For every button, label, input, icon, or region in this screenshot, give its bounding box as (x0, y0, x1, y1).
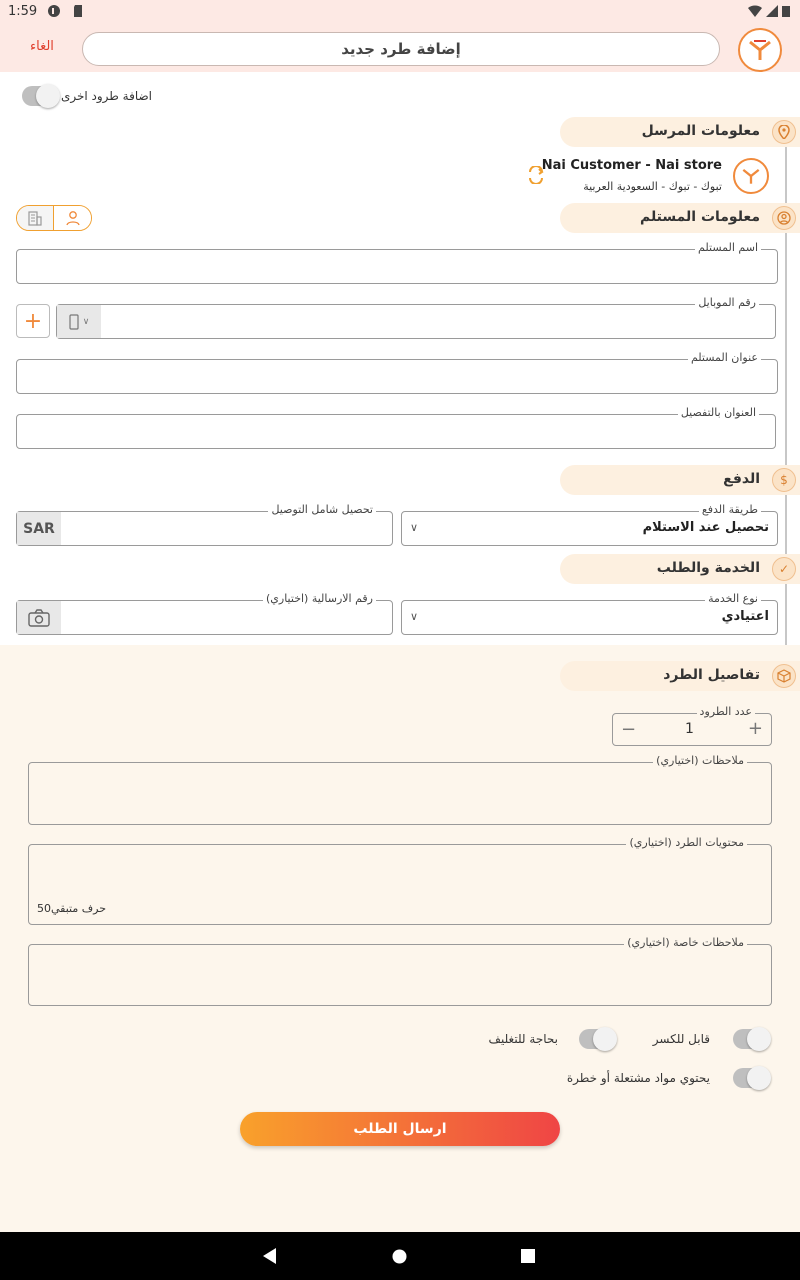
sender-avatar (733, 158, 769, 194)
receiver-section-header (560, 203, 800, 233)
shipment-number-label: رقم الارسالية (اختياري) (263, 592, 376, 605)
check-circle-icon: ✓ (772, 557, 796, 581)
service-type-select[interactable] (401, 592, 778, 635)
sender-name: Nai Customer - Nai store (541, 158, 722, 173)
location-pin-icon (772, 120, 796, 144)
hazardous-label: يحتوي مواد مشتعلة أو خطرة (566, 1071, 710, 1085)
sender-section-title: معلومات المرسل (641, 123, 760, 139)
recents-icon[interactable] (521, 1249, 535, 1263)
fragile-label: قابل للكسر (652, 1032, 710, 1046)
business-type-option[interactable] (17, 206, 54, 230)
add-mobile-button[interactable]: + (16, 304, 50, 338)
notes-textarea[interactable] (28, 754, 772, 825)
sd-card-icon (72, 5, 84, 17)
sender-location: تبوك - تبوك - السعودية العربية (583, 180, 722, 193)
add-more-toggle[interactable] (22, 86, 58, 106)
fragile-toggle[interactable] (733, 1029, 769, 1049)
toggle-knob (747, 1066, 771, 1090)
person-outline-icon (65, 210, 81, 226)
receiver-name-input[interactable] (16, 241, 778, 284)
service-type-label: نوع الخدمة (705, 592, 761, 605)
wifi-icon (748, 5, 762, 17)
shipment-number-input[interactable] (16, 592, 393, 635)
sender-section-header (560, 117, 800, 147)
receiver-address-input[interactable] (16, 351, 778, 394)
page-title: إضافة طرد جديد (82, 32, 720, 66)
chevron-down-icon: ∨ (82, 316, 90, 327)
notification-icon (48, 5, 60, 17)
service-section-title: الخدمة والطلب (656, 560, 760, 576)
decrement-button[interactable]: − (621, 719, 637, 740)
payment-method-label: طريقة الدفع (699, 503, 761, 516)
person-type-option[interactable] (54, 206, 91, 230)
navigation-bar (0, 1232, 800, 1280)
receiver-address-label: عنوان المستلم (688, 351, 761, 364)
country-code-select[interactable] (57, 305, 101, 338)
box-icon (772, 664, 796, 688)
increment-button[interactable]: + (747, 718, 763, 739)
packaging-label: بحاجة للتغليف (488, 1032, 558, 1046)
currency-label: SAR (17, 512, 61, 545)
cod-amount-label: تحصيل شامل التوصيل (268, 503, 376, 516)
dollar-icon: $ (772, 468, 796, 492)
parcel-count-stepper[interactable] (612, 705, 772, 746)
status-bar (0, 0, 800, 24)
payment-method-select[interactable] (401, 503, 778, 546)
camera-icon (28, 609, 50, 627)
change-sender-icon[interactable] (527, 166, 545, 184)
signal-icon (766, 5, 778, 17)
packaging-toggle[interactable] (579, 1029, 615, 1049)
phone-icon (69, 314, 79, 330)
service-section-header (560, 554, 800, 584)
app-logo[interactable] (738, 28, 782, 72)
status-time: 1:59 (8, 4, 38, 19)
building-icon (27, 210, 43, 226)
home-icon[interactable] (392, 1249, 407, 1264)
hazardous-toggle[interactable] (733, 1068, 769, 1088)
cod-amount-input[interactable] (16, 503, 393, 546)
sender-logo-icon (741, 166, 761, 186)
mobile-input[interactable] (56, 296, 776, 339)
mobile-label: رقم الموبايل (695, 296, 759, 309)
toggle-knob (36, 84, 60, 108)
payment-section-title: الدفع (723, 471, 760, 487)
camera-button[interactable] (17, 601, 61, 634)
contents-textarea[interactable] (28, 836, 772, 925)
detailed-address-input[interactable] (16, 406, 776, 449)
parcel-count-value: 1 (685, 721, 694, 737)
app-header (0, 24, 800, 72)
chevron-down-icon: ∨ (410, 610, 419, 623)
cancel-button[interactable]: الغاء (30, 39, 54, 54)
parcel-section-header (560, 661, 800, 691)
toggle-knob (747, 1027, 771, 1051)
recipient-type-switch[interactable] (16, 205, 92, 231)
payment-section-header (560, 465, 800, 495)
back-icon[interactable] (262, 1248, 278, 1264)
chevron-down-icon: ∨ (410, 521, 419, 534)
parcel-count-label: عدد الطرود (697, 705, 755, 718)
receiver-section-title: معلومات المستلم (639, 209, 760, 225)
toggle-knob (593, 1027, 617, 1051)
logo-icon (747, 37, 773, 63)
submit-order-button[interactable]: ارسال الطلب (240, 1112, 560, 1146)
parcel-section-title: تفاصيل الطرد (663, 667, 760, 683)
special-notes-textarea[interactable] (28, 936, 772, 1006)
add-more-label: اضافة طرود اخرى (60, 89, 152, 103)
service-type-value: اعتيادي (721, 609, 769, 624)
receiver-name-label: اسم المستلم (695, 241, 761, 254)
contents-label: محتويات الطرد (اختياري) (626, 836, 747, 849)
battery-icon (782, 5, 790, 17)
payment-method-value: تحصيل عند الاستلام (642, 520, 769, 535)
notes-label: ملاحظات (اختياري) (653, 754, 747, 767)
chars-remaining: 50حرف متبقي (37, 902, 107, 915)
special-notes-label: ملاحظات خاصة (اختياري) (624, 936, 747, 949)
detailed-address-label: العنوان بالتفصيل (678, 406, 759, 419)
person-icon (772, 206, 796, 230)
